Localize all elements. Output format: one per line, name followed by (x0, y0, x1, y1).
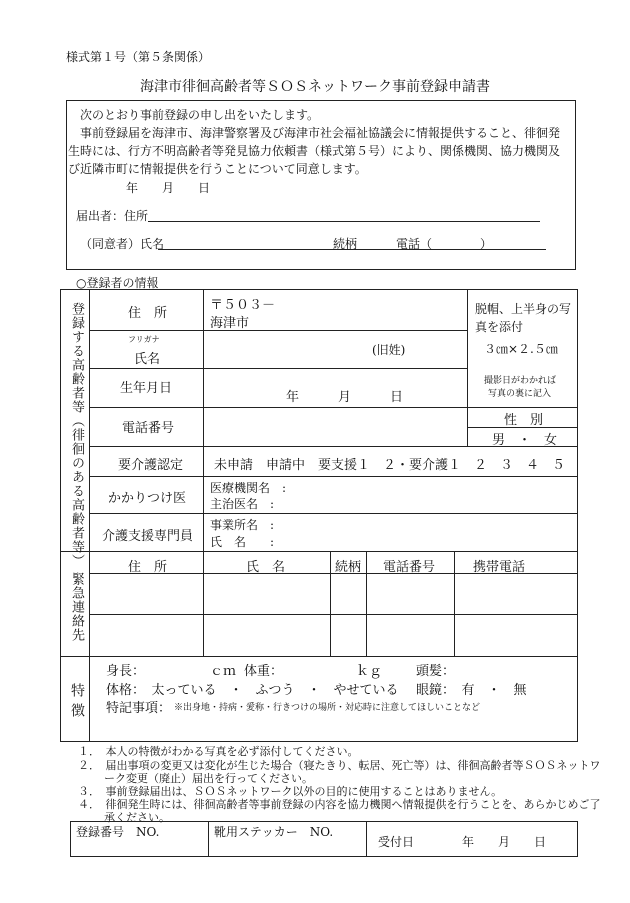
emergency-col-mobile: 携帯電話 (473, 560, 526, 575)
height-label: 身長： (106, 664, 146, 679)
birth-date-field[interactable]: 年 月 日 (286, 390, 404, 405)
photo-instruction-2: 真を添付 (475, 320, 524, 334)
medical-institution-field[interactable]: 医療機関名 : (210, 481, 287, 495)
doctor-name-field[interactable]: 主治医名 : (210, 497, 275, 511)
application-date: 年 月 日 (126, 181, 211, 195)
care-label: 要介護認定 (118, 458, 184, 473)
address-label: 住 所 (128, 306, 168, 321)
emergency-col-address: 住 所 (128, 560, 168, 575)
features-side-label: 特徴 (69, 683, 85, 723)
applicant-address-field[interactable] (148, 221, 540, 222)
note-4-cont: 承ください。 (104, 811, 170, 824)
page-title: 海津市徘徊高齢者等ＳＯＳネットワーク事前登録申請書 (140, 79, 490, 95)
postal-code: 〒５０３－ (210, 298, 276, 313)
name-label: 氏名 (134, 352, 161, 367)
relation-label: 続柄 (333, 237, 358, 251)
emergency-col-name: 氏 名 (246, 560, 286, 575)
photo-note-2: 写真の裏に記入 (488, 389, 552, 399)
height-unit: ｃｍ (210, 664, 237, 679)
received-date-label: 受付日 年 月 日 (378, 835, 547, 849)
doctor-label: かかりつけ医 (108, 491, 187, 506)
birth-label: 生年月日 (120, 381, 173, 396)
note-1: １． 本人の特徴がわかる写真を必ず添付してください。 (78, 745, 359, 758)
emergency-col-relation: 続柄 (335, 560, 362, 575)
glasses-choice[interactable]: 眼鏡： 有 ・ 無 (416, 683, 527, 698)
intro-line-4: び近隣市町に情報提供を行うことについて同意します。 (68, 162, 367, 176)
emergency-side-label: 緊急連絡先 (69, 572, 84, 642)
photo-size: ３㎝×２.５㎝ (484, 342, 558, 356)
weight-unit: ｋｇ (356, 664, 383, 679)
registrant-section-label: ○登録者の情報 (76, 276, 159, 290)
intro-line-3: 生時には、行方不明高齢者等発見協力依頼書（様式第５号）により、関係機関、協力機関及 (68, 144, 561, 158)
consent-name-label: （同意者）氏名 (80, 237, 165, 251)
special-notes-label: 特記事項： (106, 701, 172, 716)
photo-note-1: 撮影日がわかれば (484, 376, 557, 386)
note-3: ３． 事前登録届出は、ＳＯＳネットワーク以外の目的に使用することはありません。 (78, 785, 503, 798)
intro-line-2: 事前登録届を海津市、海津警察署及び海津市社会福祉協議会に情報提供すること、徘徊発 (80, 126, 561, 140)
sticker-number-label: 靴用ステッカー NO. (214, 825, 334, 839)
office-field[interactable]: 事業所名 : (210, 518, 275, 532)
form-number: 様式第１号（第５条関係） (66, 50, 211, 64)
weight-label: 体重： (244, 664, 284, 679)
note-2-cont: ーク変更（廃止）届出を行ってください。 (104, 772, 313, 785)
furigana-label: フリガナ (128, 335, 160, 344)
note-2: ２． 届出事項の変更又は変化が生じた場合（寝たきり、転居、死亡等）は、徘徊高齢者等ＳＯＳネットワ (78, 759, 601, 772)
hair-label: 頭髪： (416, 664, 456, 679)
emergency-col-phone: 電話番号 (383, 560, 436, 575)
care-level-choice[interactable]: 未申請 申請中 要支援１ ２・要介護１ ２ ３ ４ ５ (214, 458, 566, 473)
intro-line-1: 次のとおり事前登録の申し出をいたします。 (80, 108, 320, 122)
consent-phone-label: 電話（ ） (396, 237, 493, 251)
applicant-address-label: 届出者：住所 (76, 209, 149, 223)
maiden-name-label: (旧姓) (372, 343, 406, 357)
phone-label: 電話番号 (122, 421, 175, 436)
gender-label: 性 別 (504, 413, 544, 428)
registration-number-label: 登録番号 NO. (76, 825, 160, 839)
registrant-side-label: 登録する高齢者等（徘徊のある高齢者等） (69, 302, 84, 568)
gender-choice[interactable]: 男 ・ 女 (492, 433, 558, 448)
care-manager-label: 介護支援専門員 (102, 529, 194, 544)
build-choice[interactable]: 体格： 太っている ・ ふつう ・ やせている (106, 683, 399, 698)
care-manager-name-field[interactable]: 氏 名 : (210, 535, 275, 549)
special-notes-hint: ※出身地・持病・愛称・行きつけの場所・対応時に注意してほしいことなど (174, 703, 481, 713)
photo-instruction-1: 脱帽、上半身の写 (475, 302, 572, 316)
note-4: ４． 徘徊発生時には、徘徊高齢者等事前登録の内容を協力機関へ情報提供を行うことを、あらかじめご了 (78, 798, 601, 811)
city-name: 海津市 (210, 316, 250, 331)
